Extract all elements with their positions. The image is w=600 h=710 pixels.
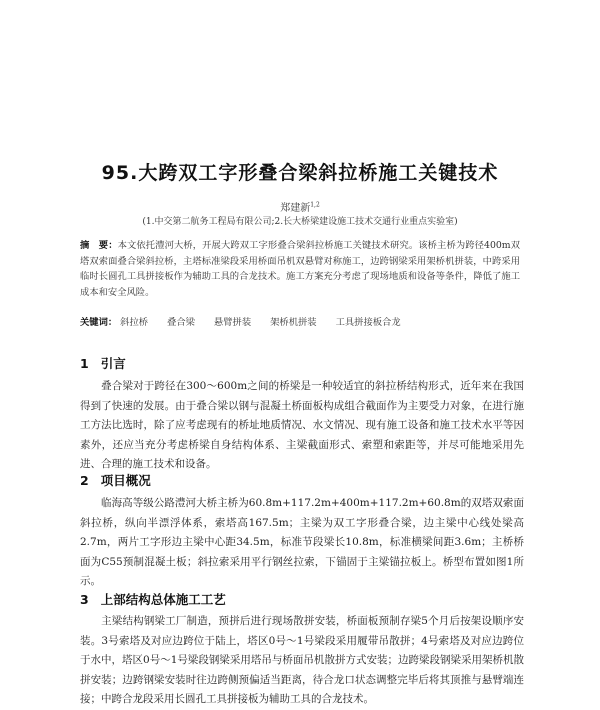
section-number: 2 <box>80 473 89 488</box>
abstract-label: 摘 要： <box>80 240 118 251</box>
section-title: 上部结构总体施工工艺 <box>100 592 226 607</box>
section-title: 项目概况 <box>100 473 151 488</box>
keyword-item: 叠合梁 <box>167 317 195 328</box>
section-paragraph-construction-process <box>80 612 524 710</box>
section-paragraph-project-overview <box>80 494 524 592</box>
abstract <box>80 238 520 300</box>
section-number: 1 <box>80 356 89 371</box>
paragraph-text: 叠合梁对于跨径在300～600m之间的桥梁是一种较适宜的斜拉桥结构形式，近年来在我国得到了快速的发展。由于叠合梁以钢与混凝土桥面板构成组合截面作为主要受力对象，在进行施工方法比选时，除了应考虑现有的桥址地质情况、水文情况、现有施工设备和施工技术水平等因素外，还应当充分考虑桥梁自身结构体系、主梁截面形式、索塑和索距等，并尽可能地采用先进、合理的施工技术和设备。 <box>80 380 524 470</box>
affiliation: (1.中交第二航务工程局有限公司;2.长大桥梁建设施工技术交通行业重点实验室) <box>142 217 458 227</box>
keywords-label: 关键词： <box>80 317 118 328</box>
section-paragraph-introduction <box>80 377 524 475</box>
paragraph-text: 主梁结构钢梁工厂制造，预拼后进行现场散拼安装，桥面板预制存梁5个月后按架设顺序安装。3号索塔及对应边跨位于陆上，塔区0号～1号梁段采用履带吊散拼；4号索塔及对应边跨位于水中，塔区0号～1号梁段钢梁采用塔吊与桥面吊机散拼方式安装；边跨梁段钢梁采用架桥机散拼安装；边跨钢梁安装时往边跨侧预偏适当距离，待合龙口状态调整完毕后将其顶推与悬臂端连接；中跨合龙段采用长圆孔工具拼接板为辅助工具的合龙技术。 <box>80 615 524 705</box>
section-title: 引言 <box>100 356 126 371</box>
section-heading-construction-process <box>80 590 226 608</box>
keyword-item: 悬臂拼装 <box>213 317 252 328</box>
keyword-item: 架桥机拼装 <box>270 317 317 328</box>
author-line <box>0 199 600 214</box>
author-superscript: 1,2 <box>310 201 320 209</box>
abstract-text: 本文依托澧河大桥，开展大跨双工字形叠合梁斜拉桥施工关键技术研究。该桥主桥为跨径400m双塔双索面叠合梁斜拉桥，主塔标准梁段采用桥面吊机双悬臂对称施工，边跨钢梁采用架桥机拼装，中跨采用临时长圆孔工具拼接板作为辅助工具的合龙技术。施工方案充分考虑了现场地质和设备等条件，降低了施工成本和安全风险。 <box>80 240 520 298</box>
keyword-item: 工具拼接板合龙 <box>335 317 401 328</box>
paper-title: 95.大跨双工字形叠合梁斜拉桥施工关键技术 <box>101 162 499 184</box>
author-name: 郑建新 <box>280 203 311 214</box>
paragraph-text: 临海高等级公路澧河大桥主桥为60.8m+117.2m+400m+117.2m+60.8m的双塔双索面斜拉桥，纵向半漂浮体系，索塔高167.5m；主梁为双工字形叠合梁，边主梁中心线处梁高2.7m，两片工字形边主梁中心距34.5m，标准节段梁长10.8m，标准横梁间距3.6m；主桥桥面为C55预制混凝土板；斜拉索采用平行钢丝拉索，下锚固于主梁锚拉板上。桥型布置如图1所示。 <box>80 497 524 587</box>
section-heading-introduction <box>80 354 126 372</box>
keywords <box>80 314 520 328</box>
section-number: 3 <box>80 592 89 607</box>
section-heading-project-overview <box>80 471 151 489</box>
keyword-item: 斜拉桥 <box>120 317 149 328</box>
